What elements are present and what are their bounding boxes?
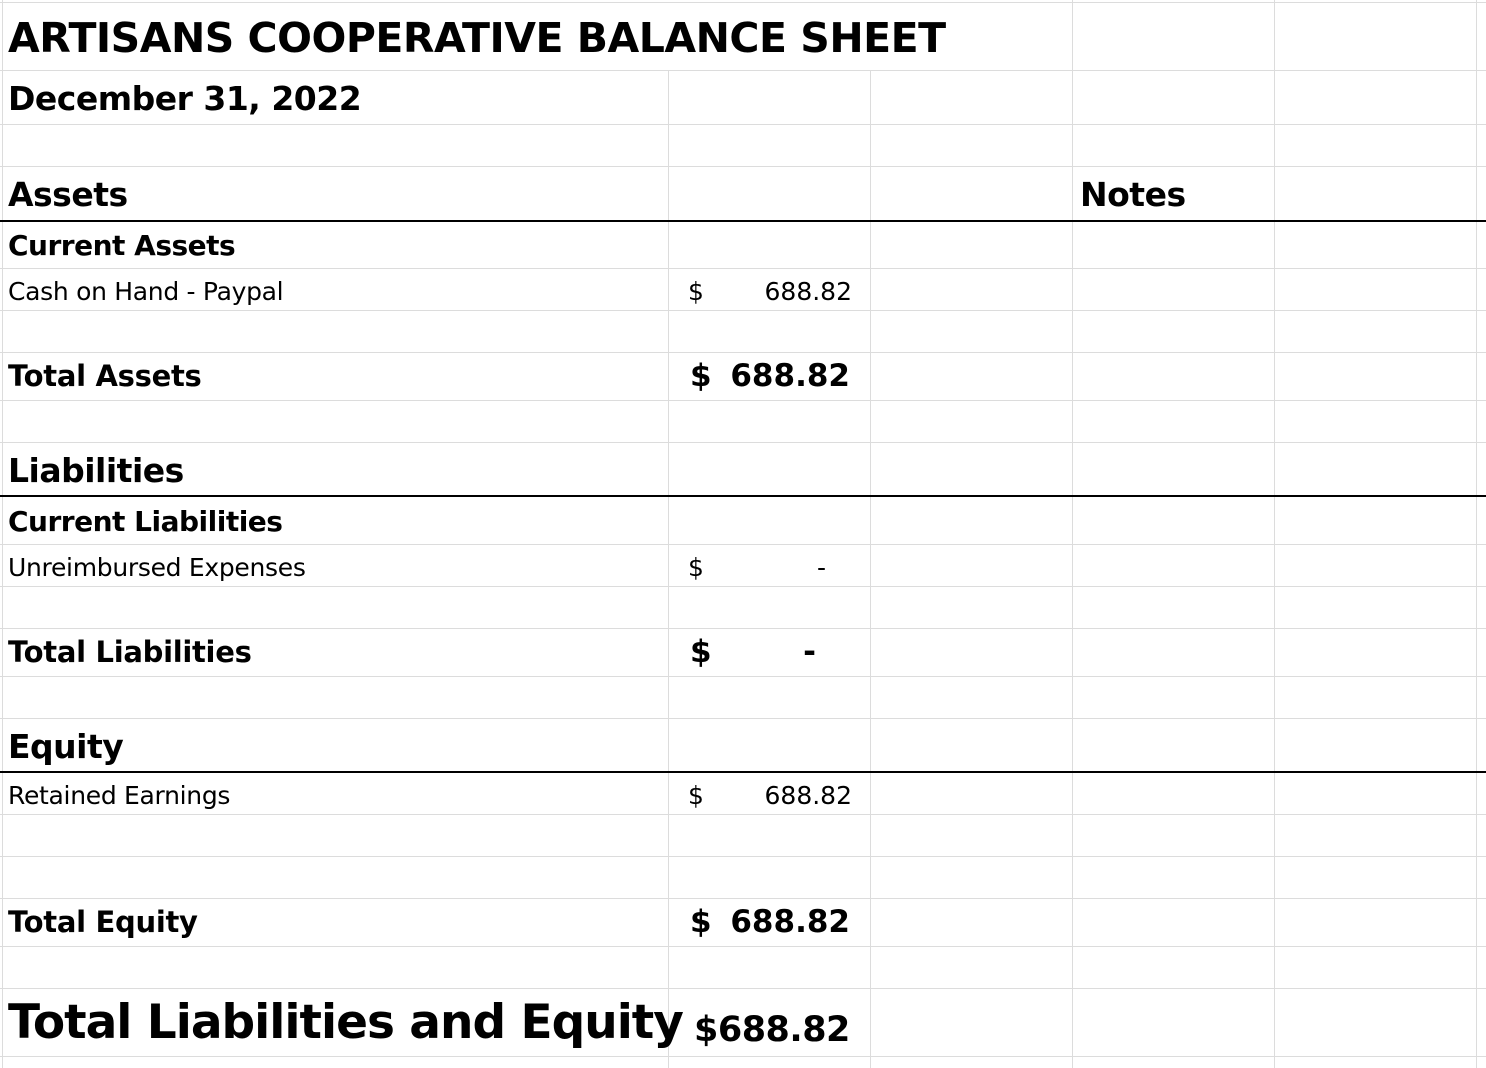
row-divider [0,898,1486,899]
sheet-date[interactable]: December 31, 2022 [8,79,362,118]
current-liabilities-heading[interactable]: Current Liabilities [8,505,283,538]
row-divider [0,442,1486,443]
total-assets-label[interactable]: Total Assets [8,359,202,393]
row-divider [0,586,1486,587]
assets-heading[interactable]: Assets [8,175,128,214]
total-assets-amount[interactable]: 688.82 [730,358,850,394]
column-divider [1072,0,1073,1068]
total-liabilities-amount[interactable]: - [803,634,816,670]
section-rule [0,220,1486,222]
column-divider [2,0,3,1068]
total-equity-currency[interactable]: $ [690,904,712,940]
row-divider [0,310,1486,311]
total-assets-currency[interactable]: $ [690,358,712,394]
row-divider [0,988,1486,989]
row-divider [0,544,1486,545]
liability-item-amount[interactable]: - [816,553,826,582]
row-divider [0,676,1486,677]
grand-total-amount[interactable]: $688.82 [694,1010,850,1050]
total-equity-amount[interactable]: 688.82 [730,904,850,940]
row-divider [0,2,1486,3]
notes-heading[interactable]: Notes [1080,175,1186,214]
total-liabilities-label[interactable]: Total Liabilities [8,635,252,669]
row-divider [0,400,1486,401]
row-divider [0,70,1486,71]
row-divider [0,814,1486,815]
equity-item-amount[interactable]: 688.82 [764,781,852,810]
row-divider [0,352,1486,353]
column-divider [1274,0,1275,1068]
liability-item-currency[interactable]: $ [688,553,704,582]
row-divider [0,628,1486,629]
equity-heading[interactable]: Equity [8,727,124,766]
row-divider [0,268,1486,269]
current-assets-heading[interactable]: Current Assets [8,229,236,262]
grand-total-label[interactable]: Total Liabilities and Equity [8,995,683,1050]
row-divider [0,1056,1486,1057]
asset-item-amount[interactable]: 688.82 [764,277,852,306]
row-divider [0,166,1486,167]
row-divider [0,946,1486,947]
total-liabilities-currency[interactable]: $ [690,634,712,670]
column-divider [1476,0,1477,1068]
liability-item-label[interactable]: Unreimbursed Expenses [8,553,306,582]
sheet-title[interactable]: ARTISANS COOPERATIVE BALANCE SHEET [8,14,946,62]
total-equity-label[interactable]: Total Equity [8,905,198,939]
section-rule [0,495,1486,497]
equity-item-currency[interactable]: $ [688,781,704,810]
row-divider [0,856,1486,857]
row-divider [0,124,1486,125]
liabilities-heading[interactable]: Liabilities [8,451,184,490]
row-divider [0,718,1486,719]
asset-item-label[interactable]: Cash on Hand - Paypal [8,277,284,306]
equity-item-label[interactable]: Retained Earnings [8,781,231,810]
asset-item-currency[interactable]: $ [688,277,704,306]
section-rule [0,771,1486,773]
